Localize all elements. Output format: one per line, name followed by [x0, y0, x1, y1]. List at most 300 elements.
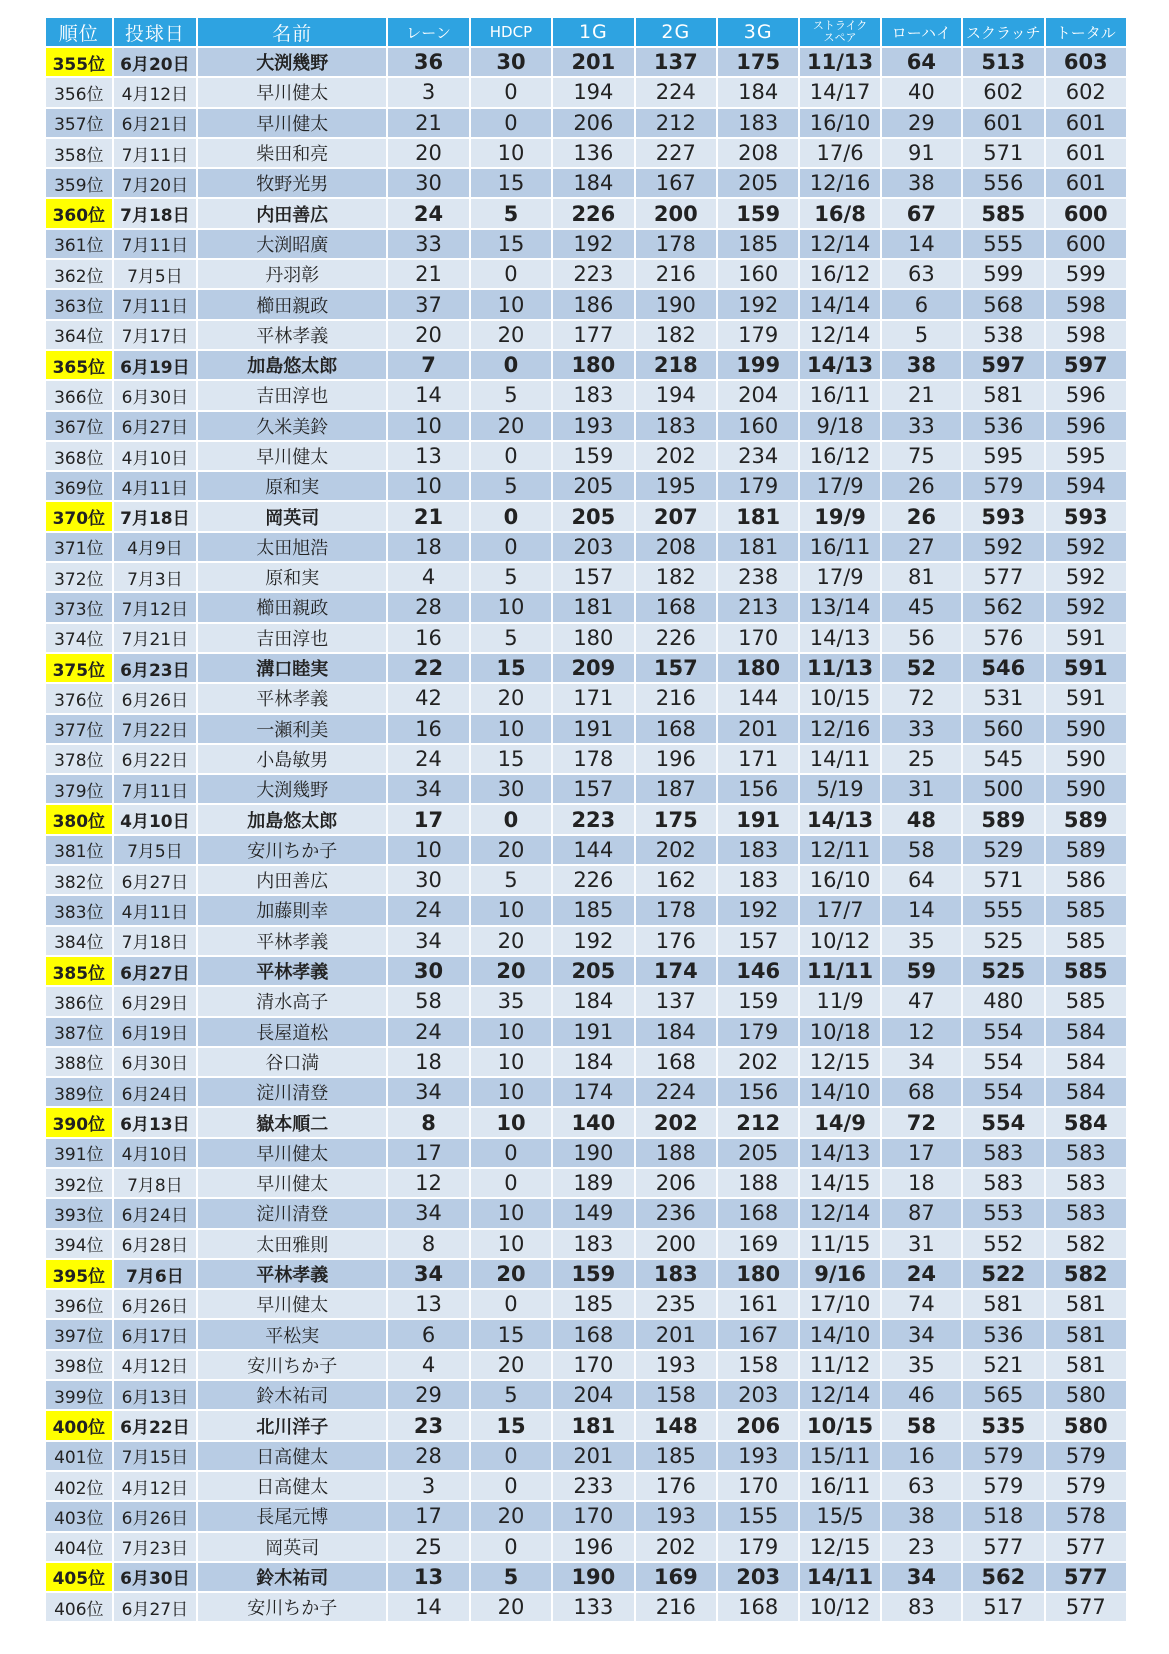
date-cell: 7月11日 [113, 774, 198, 804]
game2-cell: 162 [635, 865, 717, 895]
date-cell: 4月10日 [113, 441, 198, 471]
scratch-cell: 546 [962, 653, 1044, 683]
table-row [45, 562, 1127, 592]
table-row [45, 168, 1127, 198]
strike-spare-cell: 12/14 [799, 320, 880, 350]
rank-cell: 406位 [45, 1592, 113, 1622]
total-cell: 584 [1045, 1107, 1128, 1137]
score-ranking-table [44, 16, 1128, 1623]
name-cell: 吉田淳也 [197, 623, 387, 653]
game3-cell: 203 [717, 1562, 799, 1592]
name-cell: 平林孝義 [197, 320, 387, 350]
game3-cell: 168 [717, 1198, 799, 1228]
game1-cell: 205 [552, 956, 634, 986]
name-cell: 吉田淳也 [197, 380, 387, 410]
game2-cell: 188 [635, 1138, 717, 1168]
low-high-cell: 58 [881, 1410, 962, 1440]
game1-cell: 133 [552, 1592, 634, 1622]
table-row [45, 1198, 1127, 1228]
game2-cell: 196 [635, 744, 717, 774]
name-cell: 岡英司 [197, 1532, 387, 1562]
scratch-cell: 583 [962, 1168, 1044, 1198]
scratch-cell: 583 [962, 1138, 1044, 1168]
rank-cell: 395位 [45, 1259, 113, 1289]
low-high-cell: 38 [881, 350, 962, 380]
hdcp-cell: 10 [470, 289, 552, 319]
scratch-cell: 531 [962, 683, 1044, 713]
total-cell: 585 [1045, 895, 1128, 925]
game1-cell: 192 [552, 229, 634, 259]
date-cell: 6月13日 [113, 1380, 198, 1410]
hdcp-cell: 30 [470, 774, 552, 804]
game1-cell: 180 [552, 623, 634, 653]
game1-cell: 149 [552, 1198, 634, 1228]
game2-cell: 200 [635, 1229, 717, 1259]
scratch-cell: 568 [962, 289, 1044, 319]
date-cell: 6月30日 [113, 1562, 198, 1592]
rank-cell: 401位 [45, 1441, 113, 1471]
header-low-high: ローハイ [881, 17, 962, 47]
total-cell: 593 [1045, 501, 1128, 531]
game1-cell: 233 [552, 1471, 634, 1501]
hdcp-cell: 30 [470, 47, 552, 77]
lane-cell: 16 [387, 714, 469, 744]
rank-cell: 366位 [45, 380, 113, 410]
game3-cell: 212 [717, 1107, 799, 1137]
table-row [45, 1107, 1127, 1137]
name-cell: 早川健太 [197, 77, 387, 107]
date-cell: 6月26日 [113, 683, 198, 713]
game2-cell: 182 [635, 562, 717, 592]
game2-cell: 168 [635, 592, 717, 622]
name-cell: 長尾元博 [197, 1501, 387, 1531]
date-cell: 6月19日 [113, 1017, 198, 1047]
game3-cell: 185 [717, 229, 799, 259]
strike-spare-cell: 14/15 [799, 1168, 880, 1198]
hdcp-cell: 5 [470, 198, 552, 228]
lane-cell: 16 [387, 623, 469, 653]
lane-cell: 21 [387, 259, 469, 289]
game3-cell: 171 [717, 744, 799, 774]
date-cell: 6月22日 [113, 1410, 198, 1440]
low-high-cell: 35 [881, 1350, 962, 1380]
game1-cell: 178 [552, 744, 634, 774]
hdcp-cell: 20 [470, 1259, 552, 1289]
total-cell: 582 [1045, 1229, 1128, 1259]
low-high-cell: 59 [881, 956, 962, 986]
lane-cell: 24 [387, 1017, 469, 1047]
lane-cell: 24 [387, 198, 469, 228]
game3-cell: 204 [717, 380, 799, 410]
table-row [45, 744, 1127, 774]
total-cell: 580 [1045, 1380, 1128, 1410]
total-cell: 595 [1045, 441, 1128, 471]
low-high-cell: 33 [881, 714, 962, 744]
strike-spare-cell: 12/15 [799, 1532, 880, 1562]
date-cell: 4月11日 [113, 471, 198, 501]
lane-cell: 37 [387, 289, 469, 319]
date-cell: 6月17日 [113, 1319, 198, 1349]
game1-cell: 184 [552, 1047, 634, 1077]
hdcp-cell: 15 [470, 1319, 552, 1349]
hdcp-cell: 10 [470, 1229, 552, 1259]
table-row [45, 229, 1127, 259]
lane-cell: 14 [387, 380, 469, 410]
total-cell: 585 [1045, 926, 1128, 956]
hdcp-cell: 0 [470, 1471, 552, 1501]
rank-cell: 359位 [45, 168, 113, 198]
name-cell: 平林孝義 [197, 926, 387, 956]
table-row [45, 1592, 1127, 1622]
date-cell: 4月10日 [113, 1138, 198, 1168]
lane-cell: 20 [387, 138, 469, 168]
low-high-cell: 31 [881, 1229, 962, 1259]
date-cell: 4月12日 [113, 1350, 198, 1380]
total-cell: 579 [1045, 1441, 1128, 1471]
scratch-cell: 553 [962, 1198, 1044, 1228]
rank-cell: 391位 [45, 1138, 113, 1168]
header-1g: 1G [552, 17, 634, 47]
table-row [45, 986, 1127, 1016]
game3-cell: 179 [717, 1017, 799, 1047]
low-high-cell: 72 [881, 1107, 962, 1137]
strike-spare-cell: 12/16 [799, 714, 880, 744]
lane-cell: 29 [387, 1380, 469, 1410]
name-cell: 淀川清登 [197, 1198, 387, 1228]
game1-cell: 183 [552, 380, 634, 410]
name-cell: 内田善広 [197, 198, 387, 228]
total-cell: 592 [1045, 592, 1128, 622]
scratch-cell: 579 [962, 1441, 1044, 1471]
lane-cell: 10 [387, 471, 469, 501]
low-high-cell: 48 [881, 804, 962, 834]
game1-cell: 136 [552, 138, 634, 168]
hdcp-cell: 0 [470, 532, 552, 562]
game3-cell: 183 [717, 835, 799, 865]
hdcp-cell: 20 [470, 683, 552, 713]
game1-cell: 223 [552, 804, 634, 834]
rank-cell: 372位 [45, 562, 113, 592]
table-row [45, 1350, 1127, 1380]
game2-cell: 184 [635, 1017, 717, 1047]
hdcp-cell: 0 [470, 501, 552, 531]
hdcp-cell: 0 [470, 350, 552, 380]
game3-cell: 193 [717, 1441, 799, 1471]
date-cell: 6月26日 [113, 1501, 198, 1531]
scratch-cell: 536 [962, 1319, 1044, 1349]
hdcp-cell: 0 [470, 1138, 552, 1168]
low-high-cell: 74 [881, 1289, 962, 1319]
hdcp-cell: 5 [470, 562, 552, 592]
total-cell: 583 [1045, 1168, 1128, 1198]
game3-cell: 205 [717, 1138, 799, 1168]
rank-cell: 367位 [45, 411, 113, 441]
game1-cell: 191 [552, 1017, 634, 1047]
game3-cell: 159 [717, 986, 799, 1016]
date-cell: 4月10日 [113, 804, 198, 834]
lane-cell: 28 [387, 1441, 469, 1471]
hdcp-cell: 10 [470, 138, 552, 168]
name-cell: 小島敏男 [197, 744, 387, 774]
strike-spare-cell: 12/15 [799, 1047, 880, 1077]
total-cell: 584 [1045, 1077, 1128, 1107]
game3-cell: 183 [717, 108, 799, 138]
scratch-cell: 577 [962, 1532, 1044, 1562]
game1-cell: 193 [552, 411, 634, 441]
scratch-cell: 517 [962, 1592, 1044, 1622]
name-cell: 長屋道松 [197, 1017, 387, 1047]
name-cell: 平林孝義 [197, 956, 387, 986]
low-high-cell: 6 [881, 289, 962, 319]
date-cell: 6月23日 [113, 653, 198, 683]
total-cell: 585 [1045, 956, 1128, 986]
total-cell: 601 [1045, 108, 1128, 138]
low-high-cell: 18 [881, 1168, 962, 1198]
scratch-cell: 579 [962, 471, 1044, 501]
low-high-cell: 68 [881, 1077, 962, 1107]
table-row [45, 1077, 1127, 1107]
table-row [45, 1138, 1127, 1168]
game3-cell: 202 [717, 1047, 799, 1077]
rank-cell: 405位 [45, 1562, 113, 1592]
strike-spare-cell: 11/9 [799, 986, 880, 1016]
name-cell: 牧野光男 [197, 168, 387, 198]
scratch-cell: 595 [962, 441, 1044, 471]
hdcp-cell: 10 [470, 895, 552, 925]
total-cell: 581 [1045, 1289, 1128, 1319]
game2-cell: 194 [635, 380, 717, 410]
game1-cell: 205 [552, 471, 634, 501]
low-high-cell: 91 [881, 138, 962, 168]
rank-cell: 398位 [45, 1350, 113, 1380]
low-high-cell: 63 [881, 1471, 962, 1501]
header-3g: 3G [717, 17, 799, 47]
game1-cell: 223 [552, 259, 634, 289]
header-strike-label: ストライク [812, 19, 868, 32]
game3-cell: 238 [717, 562, 799, 592]
total-cell: 591 [1045, 623, 1128, 653]
scratch-cell: 525 [962, 956, 1044, 986]
name-cell: 谷口満 [197, 1047, 387, 1077]
scratch-cell: 554 [962, 1107, 1044, 1137]
game2-cell: 236 [635, 1198, 717, 1228]
scratch-cell: 560 [962, 714, 1044, 744]
low-high-cell: 45 [881, 592, 962, 622]
game3-cell: 234 [717, 441, 799, 471]
table-row [45, 1319, 1127, 1349]
game1-cell: 185 [552, 1289, 634, 1319]
rank-cell: 358位 [45, 138, 113, 168]
game3-cell: 168 [717, 1592, 799, 1622]
date-cell: 6月27日 [113, 1592, 198, 1622]
hdcp-cell: 10 [470, 592, 552, 622]
game3-cell: 191 [717, 804, 799, 834]
rank-cell: 383位 [45, 895, 113, 925]
strike-spare-cell: 14/9 [799, 1107, 880, 1137]
low-high-cell: 64 [881, 47, 962, 77]
lane-cell: 18 [387, 1047, 469, 1077]
game3-cell: 160 [717, 411, 799, 441]
game3-cell: 169 [717, 1229, 799, 1259]
lane-cell: 7 [387, 350, 469, 380]
table-row [45, 895, 1127, 925]
rank-cell: 360位 [45, 198, 113, 228]
hdcp-cell: 5 [470, 623, 552, 653]
hdcp-cell: 15 [470, 168, 552, 198]
lane-cell: 3 [387, 77, 469, 107]
table-row [45, 441, 1127, 471]
rank-cell: 376位 [45, 683, 113, 713]
low-high-cell: 34 [881, 1319, 962, 1349]
date-cell: 7月15日 [113, 1441, 198, 1471]
low-high-cell: 35 [881, 926, 962, 956]
strike-spare-cell: 10/12 [799, 1592, 880, 1622]
game2-cell: 169 [635, 1562, 717, 1592]
lane-cell: 34 [387, 1077, 469, 1107]
game1-cell: 144 [552, 835, 634, 865]
low-high-cell: 52 [881, 653, 962, 683]
hdcp-cell: 20 [470, 1501, 552, 1531]
scratch-cell: 555 [962, 229, 1044, 259]
game1-cell: 196 [552, 1532, 634, 1562]
low-high-cell: 72 [881, 683, 962, 713]
strike-spare-cell: 13/14 [799, 592, 880, 622]
game2-cell: 193 [635, 1350, 717, 1380]
total-cell: 594 [1045, 471, 1128, 501]
total-cell: 592 [1045, 562, 1128, 592]
total-cell: 577 [1045, 1592, 1128, 1622]
date-cell: 7月12日 [113, 592, 198, 622]
low-high-cell: 12 [881, 1017, 962, 1047]
date-cell: 6月26日 [113, 1289, 198, 1319]
lane-cell: 4 [387, 562, 469, 592]
strike-spare-cell: 16/11 [799, 1471, 880, 1501]
name-cell: 大渕昭廣 [197, 229, 387, 259]
game2-cell: 216 [635, 683, 717, 713]
table-row [45, 1289, 1127, 1319]
name-cell: 原和実 [197, 471, 387, 501]
rank-cell: 370位 [45, 501, 113, 531]
game3-cell: 192 [717, 895, 799, 925]
rank-cell: 369位 [45, 471, 113, 501]
game1-cell: 189 [552, 1168, 634, 1198]
date-cell: 6月27日 [113, 956, 198, 986]
hdcp-cell: 10 [470, 1047, 552, 1077]
date-cell: 4月12日 [113, 77, 198, 107]
name-cell: 久米美鈴 [197, 411, 387, 441]
game2-cell: 176 [635, 1471, 717, 1501]
table-row [45, 138, 1127, 168]
scratch-cell: 545 [962, 744, 1044, 774]
date-cell: 4月12日 [113, 1471, 198, 1501]
total-cell: 598 [1045, 320, 1128, 350]
total-cell: 589 [1045, 835, 1128, 865]
game2-cell: 176 [635, 926, 717, 956]
date-cell: 7月22日 [113, 714, 198, 744]
header-strike-spare [799, 17, 880, 47]
low-high-cell: 29 [881, 108, 962, 138]
game1-cell: 184 [552, 168, 634, 198]
game3-cell: 201 [717, 714, 799, 744]
date-cell: 7月17日 [113, 320, 198, 350]
game2-cell: 208 [635, 532, 717, 562]
rank-cell: 380位 [45, 804, 113, 834]
game3-cell: 181 [717, 501, 799, 531]
name-cell: 加藤則幸 [197, 895, 387, 925]
scratch-cell: 571 [962, 138, 1044, 168]
date-cell: 6月27日 [113, 865, 198, 895]
total-cell: 584 [1045, 1017, 1128, 1047]
name-cell: 大渕幾野 [197, 47, 387, 77]
header-spare-label: スペア [823, 31, 857, 44]
date-cell: 6月29日 [113, 986, 198, 1016]
game2-cell: 201 [635, 1319, 717, 1349]
game3-cell: 203 [717, 1380, 799, 1410]
scratch-cell: 581 [962, 1289, 1044, 1319]
table-row [45, 1562, 1127, 1592]
strike-spare-cell: 14/13 [799, 804, 880, 834]
strike-spare-cell: 19/9 [799, 501, 880, 531]
table-row [45, 1380, 1127, 1410]
total-cell: 577 [1045, 1562, 1128, 1592]
hdcp-cell: 5 [470, 865, 552, 895]
total-cell: 584 [1045, 1047, 1128, 1077]
header-scratch: スクラッチ [962, 17, 1044, 47]
header-name: 名前 [197, 17, 387, 47]
table-row [45, 1047, 1127, 1077]
hdcp-cell: 0 [470, 804, 552, 834]
low-high-cell: 46 [881, 1380, 962, 1410]
rank-cell: 371位 [45, 532, 113, 562]
rank-cell: 397位 [45, 1319, 113, 1349]
hdcp-cell: 20 [470, 320, 552, 350]
game2-cell: 183 [635, 1259, 717, 1289]
lane-cell: 34 [387, 774, 469, 804]
game1-cell: 157 [552, 774, 634, 804]
scratch-cell: 554 [962, 1047, 1044, 1077]
scratch-cell: 554 [962, 1017, 1044, 1047]
lane-cell: 3 [387, 1471, 469, 1501]
table-row [45, 198, 1127, 228]
game2-cell: 202 [635, 1532, 717, 1562]
game3-cell: 183 [717, 865, 799, 895]
date-cell: 6月21日 [113, 108, 198, 138]
name-cell: 加島悠太郎 [197, 804, 387, 834]
game2-cell: 187 [635, 774, 717, 804]
date-cell: 7月11日 [113, 138, 198, 168]
game2-cell: 202 [635, 441, 717, 471]
strike-spare-cell: 17/10 [799, 1289, 880, 1319]
game2-cell: 185 [635, 1441, 717, 1471]
rank-cell: 396位 [45, 1289, 113, 1319]
name-cell: 大渕幾野 [197, 774, 387, 804]
strike-spare-cell: 12/14 [799, 229, 880, 259]
scratch-cell: 562 [962, 592, 1044, 622]
lane-cell: 10 [387, 835, 469, 865]
low-high-cell: 83 [881, 1592, 962, 1622]
total-cell: 585 [1045, 986, 1128, 1016]
rank-cell: 403位 [45, 1501, 113, 1531]
total-cell: 582 [1045, 1259, 1128, 1289]
lane-cell: 13 [387, 1562, 469, 1592]
scratch-cell: 602 [962, 77, 1044, 107]
lane-cell: 14 [387, 1592, 469, 1622]
rank-cell: 394位 [45, 1229, 113, 1259]
table-row [45, 714, 1127, 744]
scratch-cell: 555 [962, 895, 1044, 925]
game1-cell: 186 [552, 289, 634, 319]
game3-cell: 167 [717, 1319, 799, 1349]
